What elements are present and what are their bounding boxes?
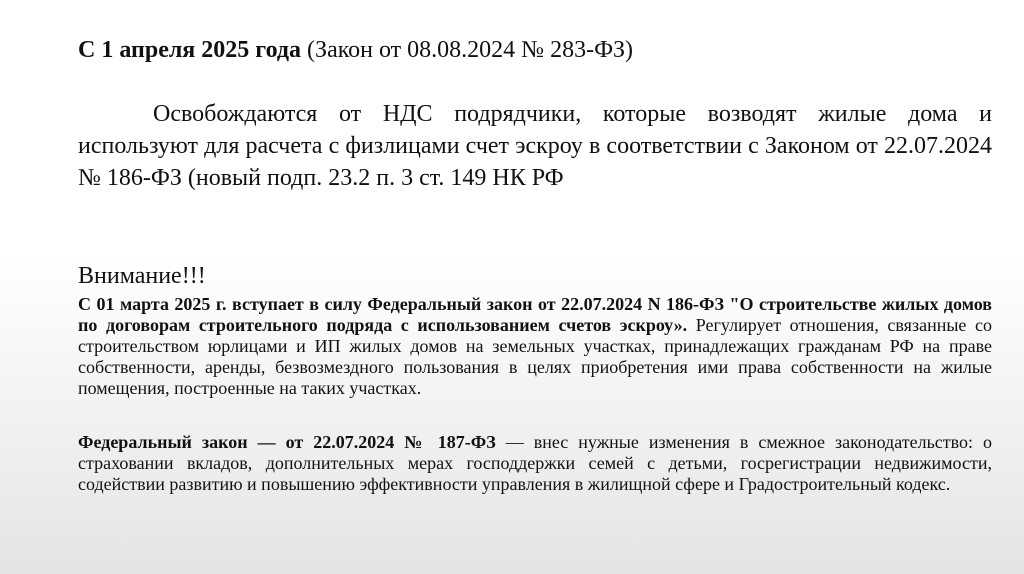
law-186-title: С 01 марта 2025 г. вступает в силу Федеральный закон от 22.07.2024 N 186-ФЗ "О строительстве жилых домов по договорам строительного подряда с использованием счетов эскроу».	[78, 294, 992, 335]
attention-label: Внимание!!!	[78, 263, 206, 289]
law-186-paragraph	[78, 294, 992, 399]
law-187-title: Федеральный закон — от 22.07.2024 № 187-ФЗ	[78, 432, 496, 452]
heading-law-reference: (Закон от 08.08.2024 № 283-ФЗ)	[301, 37, 634, 63]
heading-date: С 1 апреля 2025 года	[78, 37, 302, 63]
law-186-description: Регулирует отношения, связанные со строительством юрлицами и ИП жилых домов на земельных участках, принадлежащих гражданам РФ на праве собственности, аренды, безвозмездного пользования в целях приобретения ими права собственности на жилые помещения, построенные на таких участках.	[78, 315, 992, 398]
slide-heading	[78, 34, 633, 66]
law-187-paragraph	[78, 432, 992, 495]
law-187-description: — внес нужные изменения в смежное законодательство: о страховании вкладов, дополнительных мерах господдержки семей с детьми, госрегистрации недвижимости, содействии развитию и повышению эффективности управления в жилищной сфере и Градостроительный кодекс.	[78, 432, 993, 494]
vat-exemption-paragraph: Освобождаются от НДС подрядчики, которые возводят жилые дома и используют для расчета с физлицами счет эскроу в соответствии с Законом от 22.07.2024 № 186-ФЗ (новый подп. 23.2 п. 3 ст. 149 НК РФ	[78, 101, 992, 191]
